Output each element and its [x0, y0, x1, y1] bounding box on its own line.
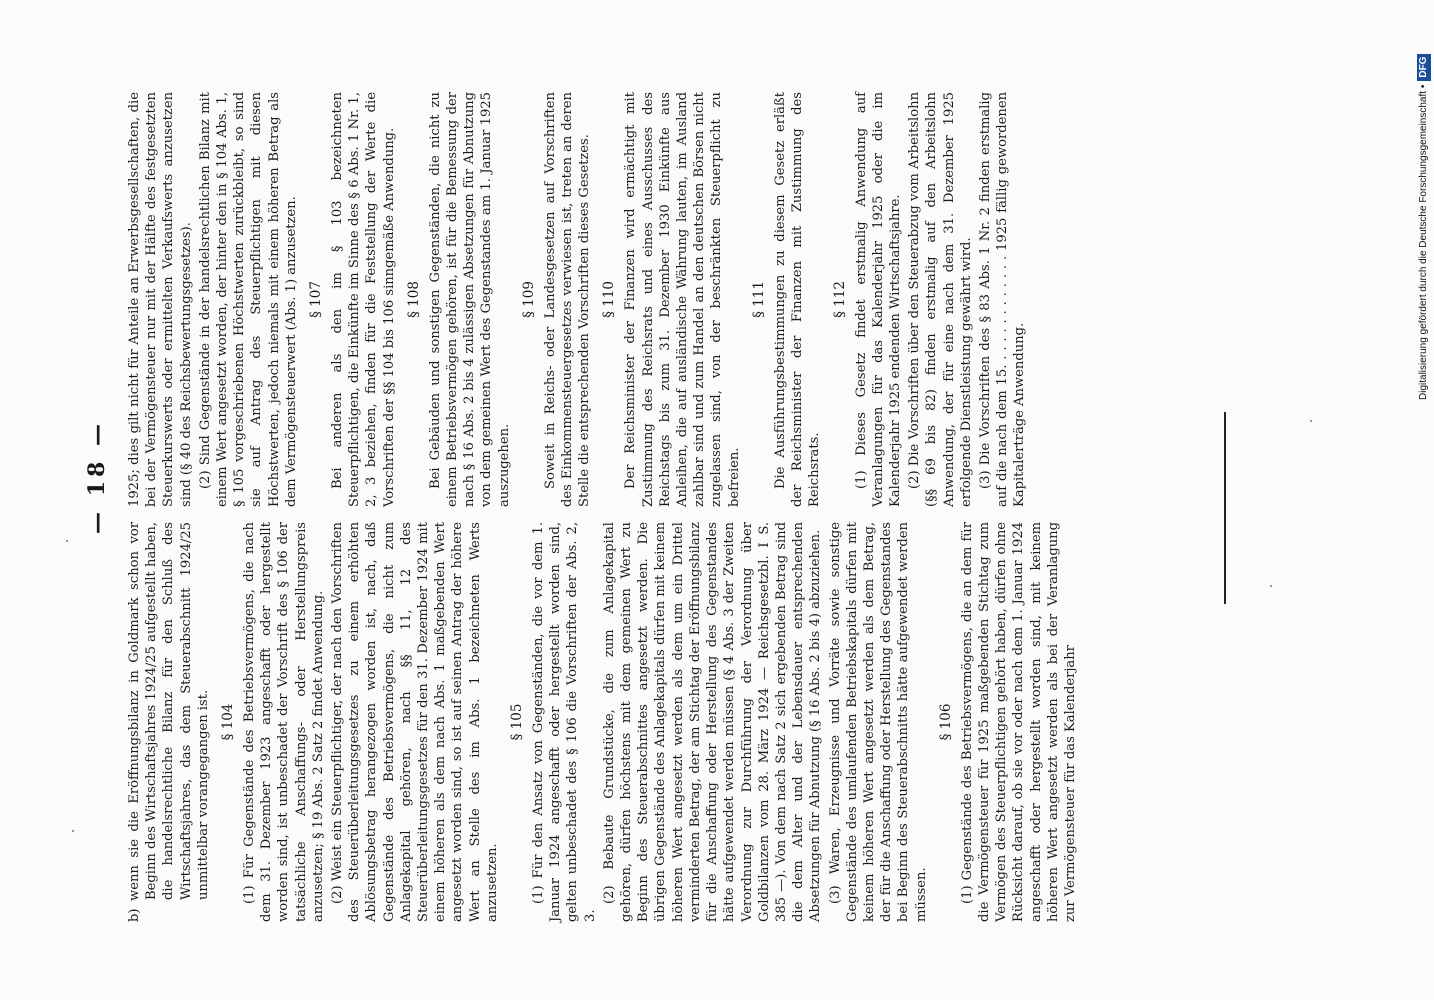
- section-heading: § 109: [520, 281, 537, 318]
- section-heading: § 107: [308, 281, 325, 318]
- paragraph: (3) Waren, Erzeugnisse und Vorräte sowie sonstige Gegenstände des umlaufenden Betriebskapitals dürfen mit keinem höheren Wert angesetzt werden als dem Betrag, der für die Anschaffung oder Herstellung des Gegenstandes bei Beginn des Steuerabschnitts hätte aufgewendet werden müssen.: [827, 522, 929, 922]
- paragraph: (2) Die Vorschriften über den Steuerabzug vom Arbeitslohn (§§ 69 bis 82) finden erstmalig auf den Arbeitslohn Anwendung, der für eine nach dem 31. Dezember 1925 erfolgende Dienstleistung gewährt wird.: [907, 92, 974, 507]
- scan-speck: [66, 540, 68, 542]
- paragraph: Soweit in Reichs- oder Landesgesetzen auf Vorschriften des Einkommensteuergesetzes verwiesen ist, treten an deren Stelle die entsprechenden Vorschriften dieses Gesetzes.: [542, 92, 593, 507]
- paragraph: Die Ausführungsbestimmungen zu diesem Gesetz erläßt der Reichsminister der Finanzen mit Zustimmung des Reichsrats.: [772, 92, 823, 507]
- list-paragraph: b) wenn sie die Eröffnungsbilanz in Goldmark schon vor Beginn des Wirtschaftsjahres 1924/25 aufgestellt haben, die handelsrechtliche Bilanz für den Schluß des Wirtschaftsjahres, das dem Steuerabschnitt 1924/25 unmittelbar vorangegangen ist.: [127, 522, 211, 922]
- text-body: [126, 92, 1166, 922]
- rotated-page: [82, 92, 1172, 922]
- paragraph: 1925; dies gilt nicht für Anteile an Erwerbsgesellschaften, die bei der Vermögensteuer nur mit der Hälfte des festgesetzten Steuerkurswerts oder ermittelten Verkaufswerts anzusetzen sind (§ 40 des Reichsbewertungsgesetzes).: [127, 92, 194, 507]
- paragraph: (3) Die Vorschriften des § 83 Abs. 1 Nr. 2 finden erstmalig auf die nach dem 15. . . . . . . . . . . . . 1925 fällig gewordenen Kapitalerträge Anwendung.: [977, 92, 1028, 507]
- section-heading: § 106: [937, 703, 954, 741]
- paragraph: (2) Sind Gegenstände in der handelsrechtlichen Bilanz mit einem Wert angesetzt worden, der hinter den in § 104 Abs. 1, § 105 vorgeschriebenen Höchstwerten zurückbleibt, so sind sie auf Antrag des Steuerpflichtigen mit diesen Höchstwerten, jedoch niemals mit einem höheren Betrag als dem Vermögensteuerwert (Abs. 1) anzusetzen.: [197, 92, 299, 507]
- paragraph: (1) Dieses Gesetz findet erstmalig Anwendung auf Veranlagungen für das Kalenderjahr 1925 oder die im Kalenderjahr 1925 endenden Wirtschaftsjahre.: [853, 92, 903, 507]
- paragraph: (1) Für Gegenstände des Betriebsvermögens, die nach dem 31. Dezember 1923 angeschafft oder hergestellt worden sind, ist unbeschadet der Vorschrift des § 106 der tatsächliche Anschaffungs- oder Herstellungspreis anzusetzen; § 19 Abs. 2 Satz 2 findet Anwendung.: [242, 522, 326, 922]
- section-heading: § 112: [831, 281, 848, 318]
- paragraph: Der Reichsminister der Finanzen wird ermächtigt mit Zustimmung des Reichsrats und eines Ausschusses des Reichstags bis zum 31. Dezember 1930 Einkünfte aus Anleihen, die auf ausländische Währung lauten, im Ausland zahlbar sind und zum Handel an den deutschen Börsen nicht zugelassen sind, von der beschränkten Steuerpflicht zu befreien.: [623, 92, 742, 507]
- paragraph: (1) Gegenstände des Betriebsvermögens, die an dem für die Vermögensteuer für 1925 maßgebenden Stichtag zum Vermögen des Steuerpflichtigen gehört haben, dürfen ohne Rücksicht darauf, ob sie vor oder nach dem 1. Januar 1924 angeschafft oder hergestellt worden sind, mit keinem höheren Wert angesetzt werden als bei der Veranlagung zur Vermögensteuer für das Kalenderjahr: [959, 522, 1078, 922]
- scan-speck: [1310, 420, 1312, 422]
- end-rule: [1224, 412, 1226, 604]
- scan-speck: [72, 830, 74, 832]
- paragraph: Bei Gebäuden und sonstigen Gegenständen, die nicht zu einem Betriebsvermögen gehören, ist für die Bemessung der nach § 16 Abs. 2 bis 4 zulässigen Absetzungen für Abnutzung von dem gemeinen Wert des Gegenstandes am 1. Januar 1925 auszugehen.: [427, 92, 512, 507]
- paragraph: (2) Bebaute Grundstücke, die zum Anlagekapital gehören, dürfen höchstens mit dem gemeinen Wert zu Beginn des Steuerabschnittes angesetzt werden. Die übrigen Gegenstände des Anlagekapitals dürfen mit keinem höheren Wert angesetzt werden als dem um ein Drittel verminderten Betrag, der am Stichtag der Eröffnungsbilanz für die Anschaffung oder Herstellung des Gegenstandes hätte aufgewendet werden müssen (§ 4 Abs. 3 der Zweiten Verordnung zur Durchführung der Verordnung über Goldbilanzen vom 28. März 1924 — Reichsgesetzbl. I S. 385 —). Von dem nach Satz 2 sich ergebenden Betrag sind die dem Alter und der Lebensdauer entsprechenden Absetzungen für Abnutzung (§ 16 Abs. 2 bis 4) abzuziehen.: [601, 522, 824, 922]
- section-heading: § 108: [405, 281, 422, 318]
- paragraph: (2) Weist ein Steuerpflichtiger, der nach den Vorschriften des Steuerüberleitungsgesetzes zu einem erhöhten Ablösungsbetrag herangezogen worden ist, nach, daß Gegenstände des Betriebsvermögens, die nicht zum Anlagekapital gehören, nach §§ 11, 12 des Steuerüberleitungsgesetzes für den 31. Dezember 1924 mit einem höheren als dem nach Abs. 1 maßgebenden Wert angesetzt worden sind, so ist auf seinen Antrag der höhere Wert an Stelle des im Abs. 1 bezeichneten Werts anzusetzen.: [330, 522, 500, 922]
- dfg-logo: DFG: [1417, 54, 1431, 81]
- funding-text: Digitalisierung gefördert durch die Deutsche Forschungsgemeinschaft •: [1418, 84, 1429, 400]
- page-number: — 18 —: [84, 420, 110, 534]
- section-heading: § 111: [750, 281, 767, 318]
- funding-note: [1414, 8, 1434, 400]
- left-column: [126, 522, 1166, 922]
- right-column: [126, 92, 1166, 507]
- scan-speck: [1270, 585, 1272, 587]
- paragraph: (1) Für den Ansatz von Gegenständen, die vor dem 1. Januar 1924 angeschafft oder hergestellt worden sind, gelten unbeschadet des § 106 die Vorschriften der Abs. 2, 3.: [531, 522, 598, 922]
- section-heading: § 105: [509, 703, 526, 741]
- section-heading: § 110: [601, 281, 618, 318]
- paragraph: Bei anderen als den im § 103 bezeichneten Steuerpflichtigen, die Einkünfte im Sinne des § 6 Abs. 1 Nr. 1, 2, 3 beziehen, finden für die Feststellung der Werte die Vorschriften der §§ 104 bis 106 sinngemäße Anwendung.: [330, 92, 397, 507]
- section-heading: § 104: [220, 703, 237, 741]
